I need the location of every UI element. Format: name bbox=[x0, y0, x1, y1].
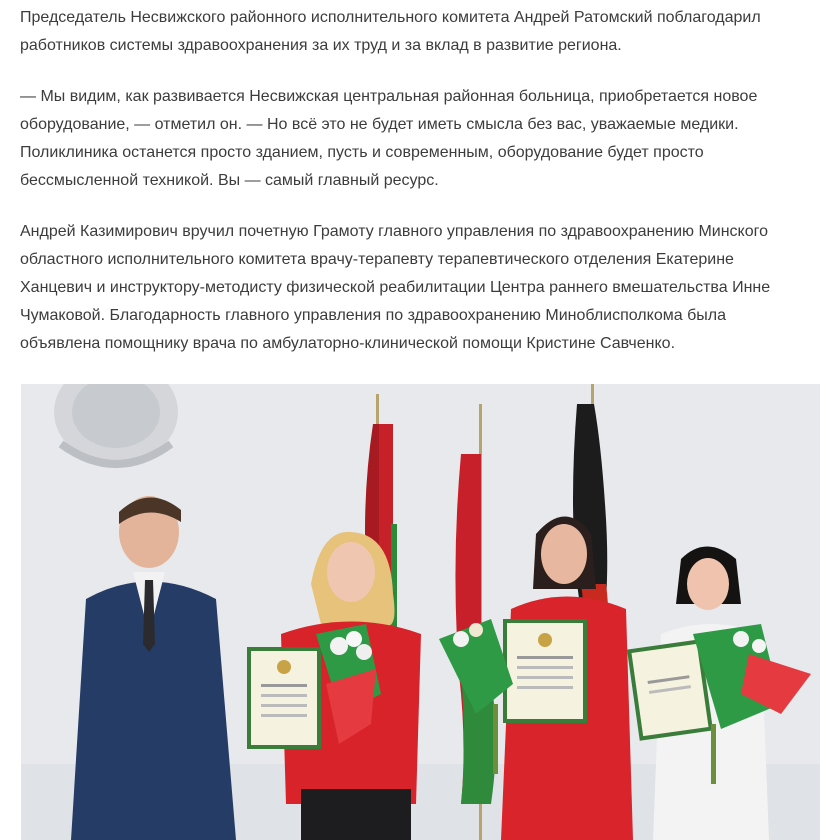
paragraph-line: объявлена помощнику врача по амбулаторно-клинической помощи Кристине Савченко. bbox=[20, 335, 676, 352]
paragraph-line: областного исполнительного комитета врачу-терапевту терапевтического отделения Екатерине bbox=[20, 251, 734, 268]
paragraph-line: Председатель Несвижского районного исполнительного комитета Андрей Ратомский поблагодарил bbox=[20, 9, 761, 26]
paragraph-2 bbox=[20, 83, 810, 195]
paragraph-line: — Мы видим, как развивается Несвижская центральная районная больница, приобретается новое bbox=[20, 88, 758, 105]
certificate-3 bbox=[629, 642, 711, 739]
paragraph-line: бессмысленной техникой. Вы — самый главный ресурс. bbox=[20, 172, 439, 189]
paragraph-line: Поликлиника останется просто зданием, пусть и современным, оборудование будет просто bbox=[20, 144, 704, 161]
award-ceremony-photo bbox=[21, 384, 820, 840]
paragraph-line: Чумаковой. Благодарность главного управления по здравоохранению Миноблисполкома была bbox=[20, 307, 726, 324]
paragraph-3 bbox=[20, 218, 810, 358]
state-emblem-icon bbox=[54, 384, 178, 464]
paragraph-line: работников системы здравоохранения за их труд и за вклад в развитие региона. bbox=[20, 37, 622, 54]
certificate-1 bbox=[249, 649, 319, 747]
article-photo[interactable] bbox=[21, 384, 820, 840]
article-body bbox=[20, 4, 810, 381]
paragraph-line: Ханцевич и инструктору-методисту физической реабилитации Центра раннего вмешательства Инне bbox=[20, 279, 771, 296]
paragraph-1 bbox=[20, 4, 810, 60]
certificate-2 bbox=[505, 621, 585, 721]
paragraph-line: Андрей Казимирович вручил почетную Грамоту главного управления по здравоохранению Минского bbox=[20, 223, 769, 240]
paragraph-line: оборудование, — отметил он. — Но всё это не будет иметь смысла без вас, уважаемые медики. bbox=[20, 116, 739, 133]
